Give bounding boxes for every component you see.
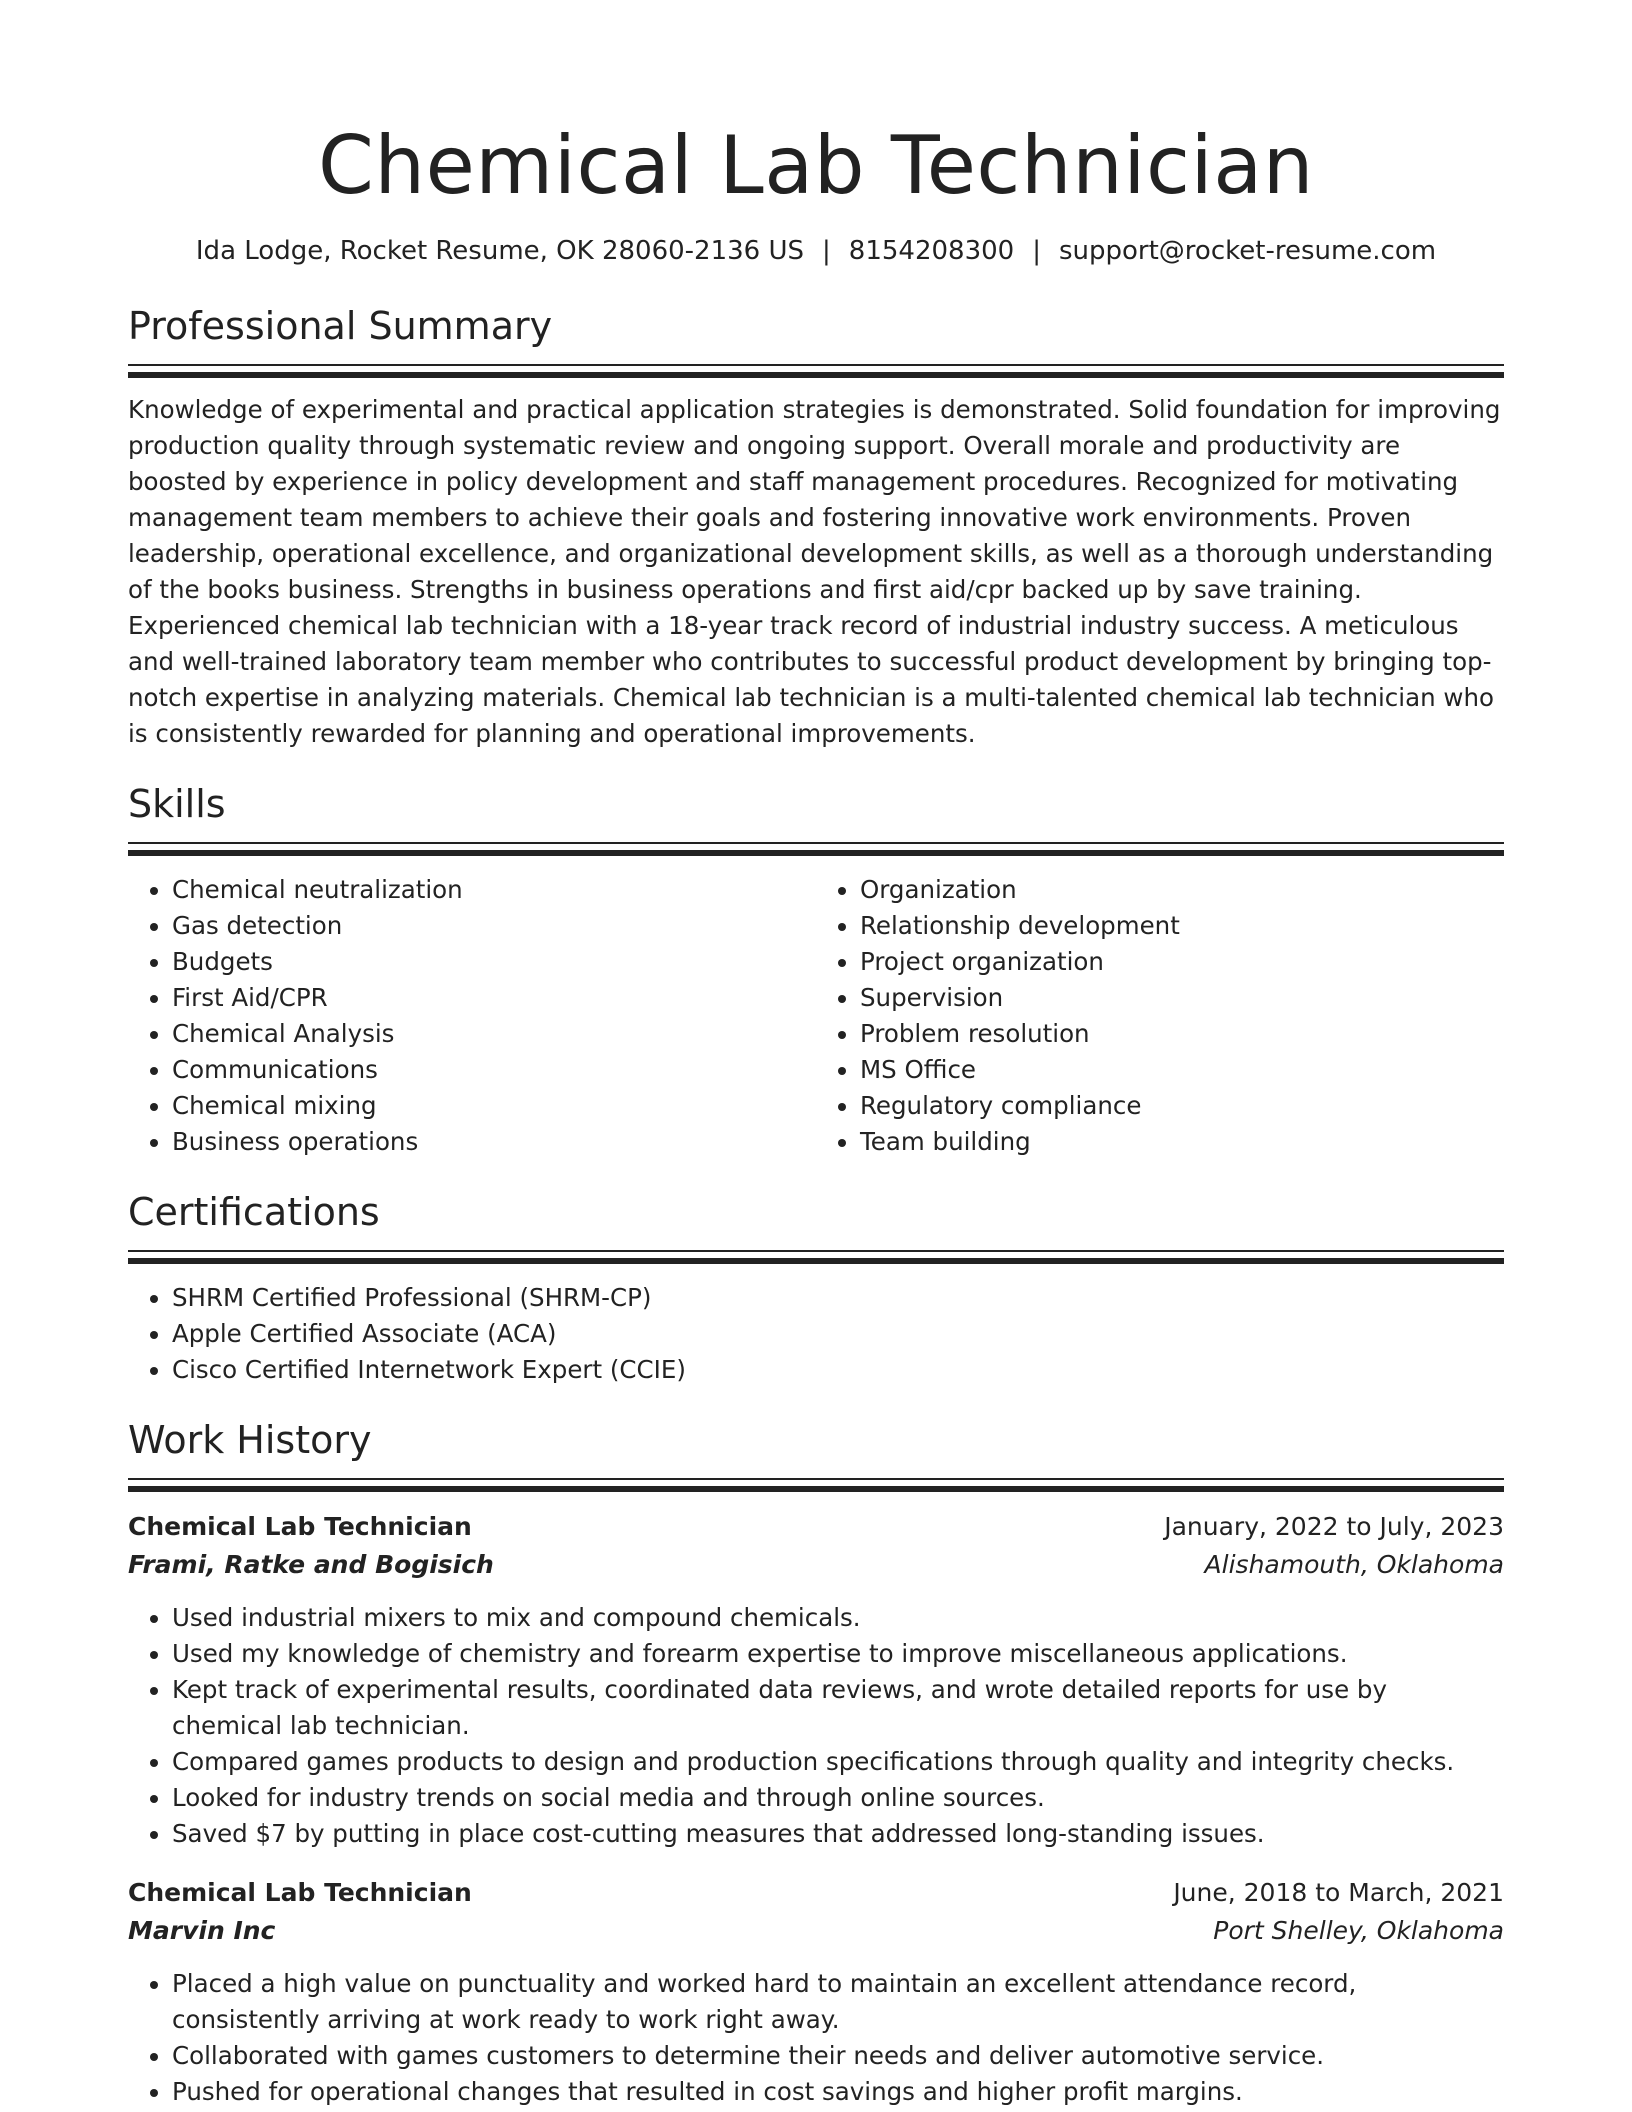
skill-item: • Problem resolution <box>860 1016 1504 1052</box>
job-title: Chemical Lab Technician <box>128 1878 472 1907</box>
job-header <box>128 1874 1504 1912</box>
job-dates: June, 2018 to March, 2021 <box>1173 1878 1504 1907</box>
skills-list-right <box>816 872 1504 1160</box>
section-heading: Skills <box>128 782 226 826</box>
job-entry <box>128 1874 1504 2110</box>
skills-section <box>128 780 1504 1160</box>
skill-item: • Team building <box>860 1124 1504 1160</box>
skill-item: • Budgets <box>172 944 816 980</box>
skill-item: • Gas detection <box>172 908 816 944</box>
job-location: Port Shelley, Oklahoma <box>1213 1916 1504 1945</box>
skill-item: • Business operations <box>172 1124 816 1160</box>
contact-separator: | <box>1032 236 1041 266</box>
skills-list-left <box>128 872 816 1160</box>
skill-item: • Regulatory compliance <box>860 1088 1504 1124</box>
certification-item: • Apple Certified Associate (ACA) <box>172 1316 1504 1352</box>
contact-email: support@rocket-resume.com <box>1058 236 1437 266</box>
section-divider <box>128 364 1504 378</box>
job-location: Alishamouth, Oklahoma <box>1204 1550 1504 1579</box>
resume-title: Chemical Lab Technician <box>318 119 1314 212</box>
job-bullet: • Looked for industry trends on social media and through online sources. <box>172 1780 1504 1816</box>
certification-item: • SHRM Certified Professional (SHRM-CP) <box>172 1280 1504 1316</box>
job-bullets <box>128 1966 1504 2110</box>
summary-text: Knowledge of experimental and practical application strategies is demonstrated. Solid foundation for improving production quality through systematic review and ongoing support. Overall morale and productivity are boosted by experience in policy development and staff management procedures. Recognized for motivating management team members to achieve their goals and fostering innovative work environments. Proven leadership, operational excellence, and organizational development skills, as well as a thorough understanding of the books business. Strengths in business operations and first aid/cpr backed up by save training. Experienced chemical lab technician with a 18-year track record of industrial industry success. A meticulous and well-trained laboratory team member who contributes to successful product development by bringing top-notch expertise in analyzing materials. Chemical lab technician is a multi-talented chemical lab technician who is consistently rewarded for planning and operational improvements. <box>128 395 1501 748</box>
section-divider <box>128 1478 1504 1492</box>
job-bullet: • Used my knowledge of chemistry and forearm expertise to improve miscellaneous applications. <box>172 1636 1504 1672</box>
section-heading: Professional Summary <box>128 304 553 348</box>
job-bullet: • Kept track of experimental results, coordinated data reviews, and wrote detailed reports for use by chemical lab technician. <box>172 1672 1504 1744</box>
certifications-list <box>128 1280 1504 1388</box>
contact-line <box>128 234 1504 268</box>
section-heading: Work History <box>128 1418 372 1462</box>
job-bullet: • Compared games products to design and production specifications through quality and integrity checks. <box>172 1744 1504 1780</box>
job-company: Frami, Ratke and Bogisich <box>128 1550 494 1579</box>
work-history-section <box>128 1416 1504 2110</box>
job-title: Chemical Lab Technician <box>128 1512 472 1541</box>
job-dates: January, 2022 to July, 2023 <box>1164 1512 1504 1541</box>
skill-item: • Project organization <box>860 944 1504 980</box>
skill-item: • Relationship development <box>860 908 1504 944</box>
skill-item: • Chemical mixing <box>172 1088 816 1124</box>
job-bullet: • Pushed for operational changes that resulted in cost savings and higher profit margins. <box>172 2074 1504 2110</box>
summary-section <box>128 302 1504 752</box>
job-bullet: • Used industrial mixers to mix and compound chemicals. <box>172 1600 1504 1636</box>
job-header <box>128 1508 1504 1546</box>
certifications-section <box>128 1188 1504 1388</box>
section-divider <box>128 1250 1504 1264</box>
job-bullet: • Placed a high value on punctuality and worked hard to maintain an excellent attendance record, consistently arriving at work ready to work right away. <box>172 1966 1504 2038</box>
job-bullets <box>128 1600 1504 1852</box>
skill-item: • Supervision <box>860 980 1504 1016</box>
skill-item: • First Aid/CPR <box>172 980 816 1016</box>
contact-phone: 8154208300 <box>848 236 1015 266</box>
skills-columns <box>128 872 1504 1160</box>
job-company: Marvin Inc <box>128 1916 276 1945</box>
section-heading: Certifications <box>128 1190 380 1234</box>
job-bullet: • Saved $7 by putting in place cost-cutting measures that addressed long-standing issues. <box>172 1816 1504 1852</box>
skill-item: • Chemical Analysis <box>172 1016 816 1052</box>
section-divider <box>128 842 1504 856</box>
job-subheader <box>128 1912 1504 1950</box>
skill-item: • Chemical neutralization <box>172 872 816 908</box>
job-bullet: • Collaborated with games customers to determine their needs and deliver automotive service. <box>172 2038 1504 2074</box>
skill-item: • MS Office <box>860 1052 1504 1088</box>
contact-address: Ida Lodge, Rocket Resume, OK 28060-2136 US <box>195 236 805 266</box>
contact-separator: | <box>822 236 831 266</box>
resume-page <box>128 0 1504 2110</box>
job-subheader <box>128 1546 1504 1584</box>
job-entry <box>128 1508 1504 1852</box>
certification-item: • Cisco Certified Internetwork Expert (CCIE) <box>172 1352 1504 1388</box>
skill-item: • Communications <box>172 1052 816 1088</box>
skill-item: • Organization <box>860 872 1504 908</box>
